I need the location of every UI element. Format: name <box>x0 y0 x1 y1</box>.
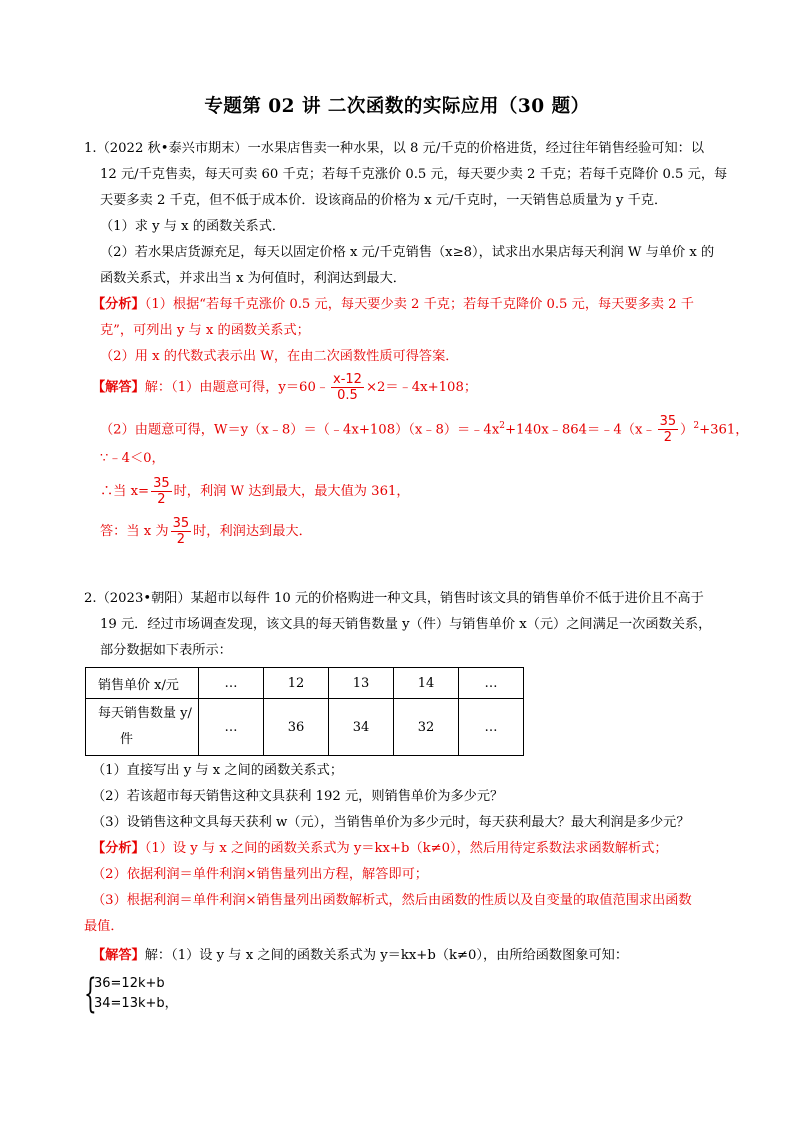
table-cell: 14 <box>394 668 459 699</box>
q1-sub-2: （2）若水果店货源充足，每天以固定价格 x 元/千克销售（x≥8），试求出水果店每天利润 W 与单价 x 的 <box>100 245 715 260</box>
q1-analysis: 【分析】（1）根据“若每千克涨价 0.5 元，每天要少卖 2 千克；若每千克降价 0.5 元，每天要多卖 2 千 <box>92 297 694 312</box>
question-2-body <box>84 758 724 972</box>
table-cell: 12 <box>264 668 329 699</box>
q2-sub-3: （3）设销售这种文具每天获利 w（元），当销售单价为多少元时，每天获利最大？最大利润是多少元？ <box>92 815 690 830</box>
q1-reply: 答：当 x 为 $\frac{35}{2}$ 时，利润达到最大． <box>100 516 312 547</box>
equation: 36=12k+b <box>94 976 165 991</box>
q2-sub-1: （1）直接写出 y 与 x 之间的函数关系式； <box>92 763 344 778</box>
q2-analysis: 【分析】（1）设 y 与 x 之间的函数关系式为 y＝kx+b（k≠0），然后用待定系数法求函数解析式； <box>92 841 668 856</box>
fraction: $\frac{35}{2}$ <box>153 476 170 507</box>
q2-analysis-line: 最值． <box>84 919 124 934</box>
q2-line: 19 元．经过市场调查发现，该文具的每天销售数量 y（件）与销售单价 x（元）之间满足一次函数关系， <box>100 617 712 632</box>
table-cell: 34 <box>329 699 394 756</box>
q1-line: 天要多卖 2 千克，但不低于成本价．设该商品的价格为 x 元/千克时，一天销售总质量为 y 千克． <box>100 193 668 208</box>
q1-answer-2: （2）由题意可得，$W=y(x﹣8)=(﹣4x+108)(x﹣8)=﹣4x^2+140x﹣864=﹣4(x﹣$ $\frac{35}{2}$ ）$^2$+361， <box>100 414 749 446</box>
table-cell: 13 <box>329 668 394 699</box>
q1-analysis-line: （2）用 x 的代数式表示出 W，在由二次函数性质可得答案． <box>100 349 459 364</box>
table-cell: 32 <box>394 699 459 756</box>
equation: 34=13k+b， <box>94 996 178 1011</box>
answer-label: 【解答】 <box>92 380 145 395</box>
brace: { <box>84 971 97 1017</box>
q2-analysis-line: （3）根据利润＝单件利润×销售量列出函数解析式，然后由函数的性质以及自变量的取值范围求出函数 <box>92 893 692 908</box>
data-table <box>85 667 524 756</box>
q2-sub-2: （2）若该超市每天销售这种文具获利 192 元，则销售单价为多少元？ <box>92 789 504 804</box>
q2-analysis-line: （2）依据利润＝单件利润×销售量列出方程，解答即可； <box>92 867 428 882</box>
table-header-price: 销售单价 x/元 <box>86 668 199 699</box>
analysis-label: 【分析】 <box>92 297 145 312</box>
q1-answer-1: 【解答】解：（1）由题意可得，y＝60﹣ $\frac{x-12}{0.5}$ ×2＝﹣4x+108； <box>92 372 478 403</box>
page-title: 专题第 02 讲 二次函数的实际应用（30 题） <box>204 96 590 117</box>
q2-line: 部分数据如下表所示： <box>100 643 232 658</box>
analysis-label: 【分析】 <box>92 841 145 856</box>
fraction: $\frac{35}{2}$ <box>172 516 190 547</box>
q1-therefore: ∴当 x= $\frac{35}{2}$ 时，利润 W 达到最大，最大值为 361， <box>100 476 410 507</box>
q1-line: 1.（2022 秋•泰兴市期末）一水果店售卖一种水果，以 8 元/千克的价格进货，经过往年销售经验可知：以 <box>84 141 705 156</box>
q1-sub-1: （1）求 y 与 x 的函数关系式． <box>100 219 286 234</box>
table-cell: 36 <box>264 699 329 756</box>
fraction: $\frac{35}{2}$ <box>659 414 677 446</box>
question-1 <box>84 136 749 552</box>
answer-label: 【解答】 <box>92 948 145 963</box>
q2-answer: 【解答】解：（1）设 y 与 x 之间的函数关系式为 y＝kx+b（k≠0），由所给函数图象可知： <box>92 948 629 963</box>
table-cell: … <box>199 668 264 699</box>
fraction: $\frac{x-12}{0.5}$ <box>333 372 362 403</box>
q1-analysis-line: 克”，可列出 y 与 x 的函数关系式； <box>100 323 310 338</box>
q1-because: ∵﹣4＜0， <box>100 451 165 466</box>
question-2 <box>84 586 724 664</box>
table-cell: … <box>459 699 524 756</box>
equation-system <box>84 971 178 1017</box>
q1-line: 函数关系式，并求出当 x 为何值时，利润达到最大． <box>100 271 406 286</box>
q2-line: 2.（2023•朝阳）某超市以每件 10 元的价格购进一种文具，销售时该文具的销售单价不低于进价且不高于 <box>84 591 704 606</box>
table-cell: … <box>459 668 524 699</box>
table-row <box>86 668 524 699</box>
table-header-quantity: 每天销售数量 y/ 件 <box>86 699 199 756</box>
table-cell: … <box>199 699 264 756</box>
q1-line: 12 元/千克售卖，每天可卖 60 千克；若每千克涨价 0.5 元，每天要少卖 2 千克；若每千克降价 0.5 元，每 <box>100 167 728 182</box>
table-row <box>86 699 524 756</box>
